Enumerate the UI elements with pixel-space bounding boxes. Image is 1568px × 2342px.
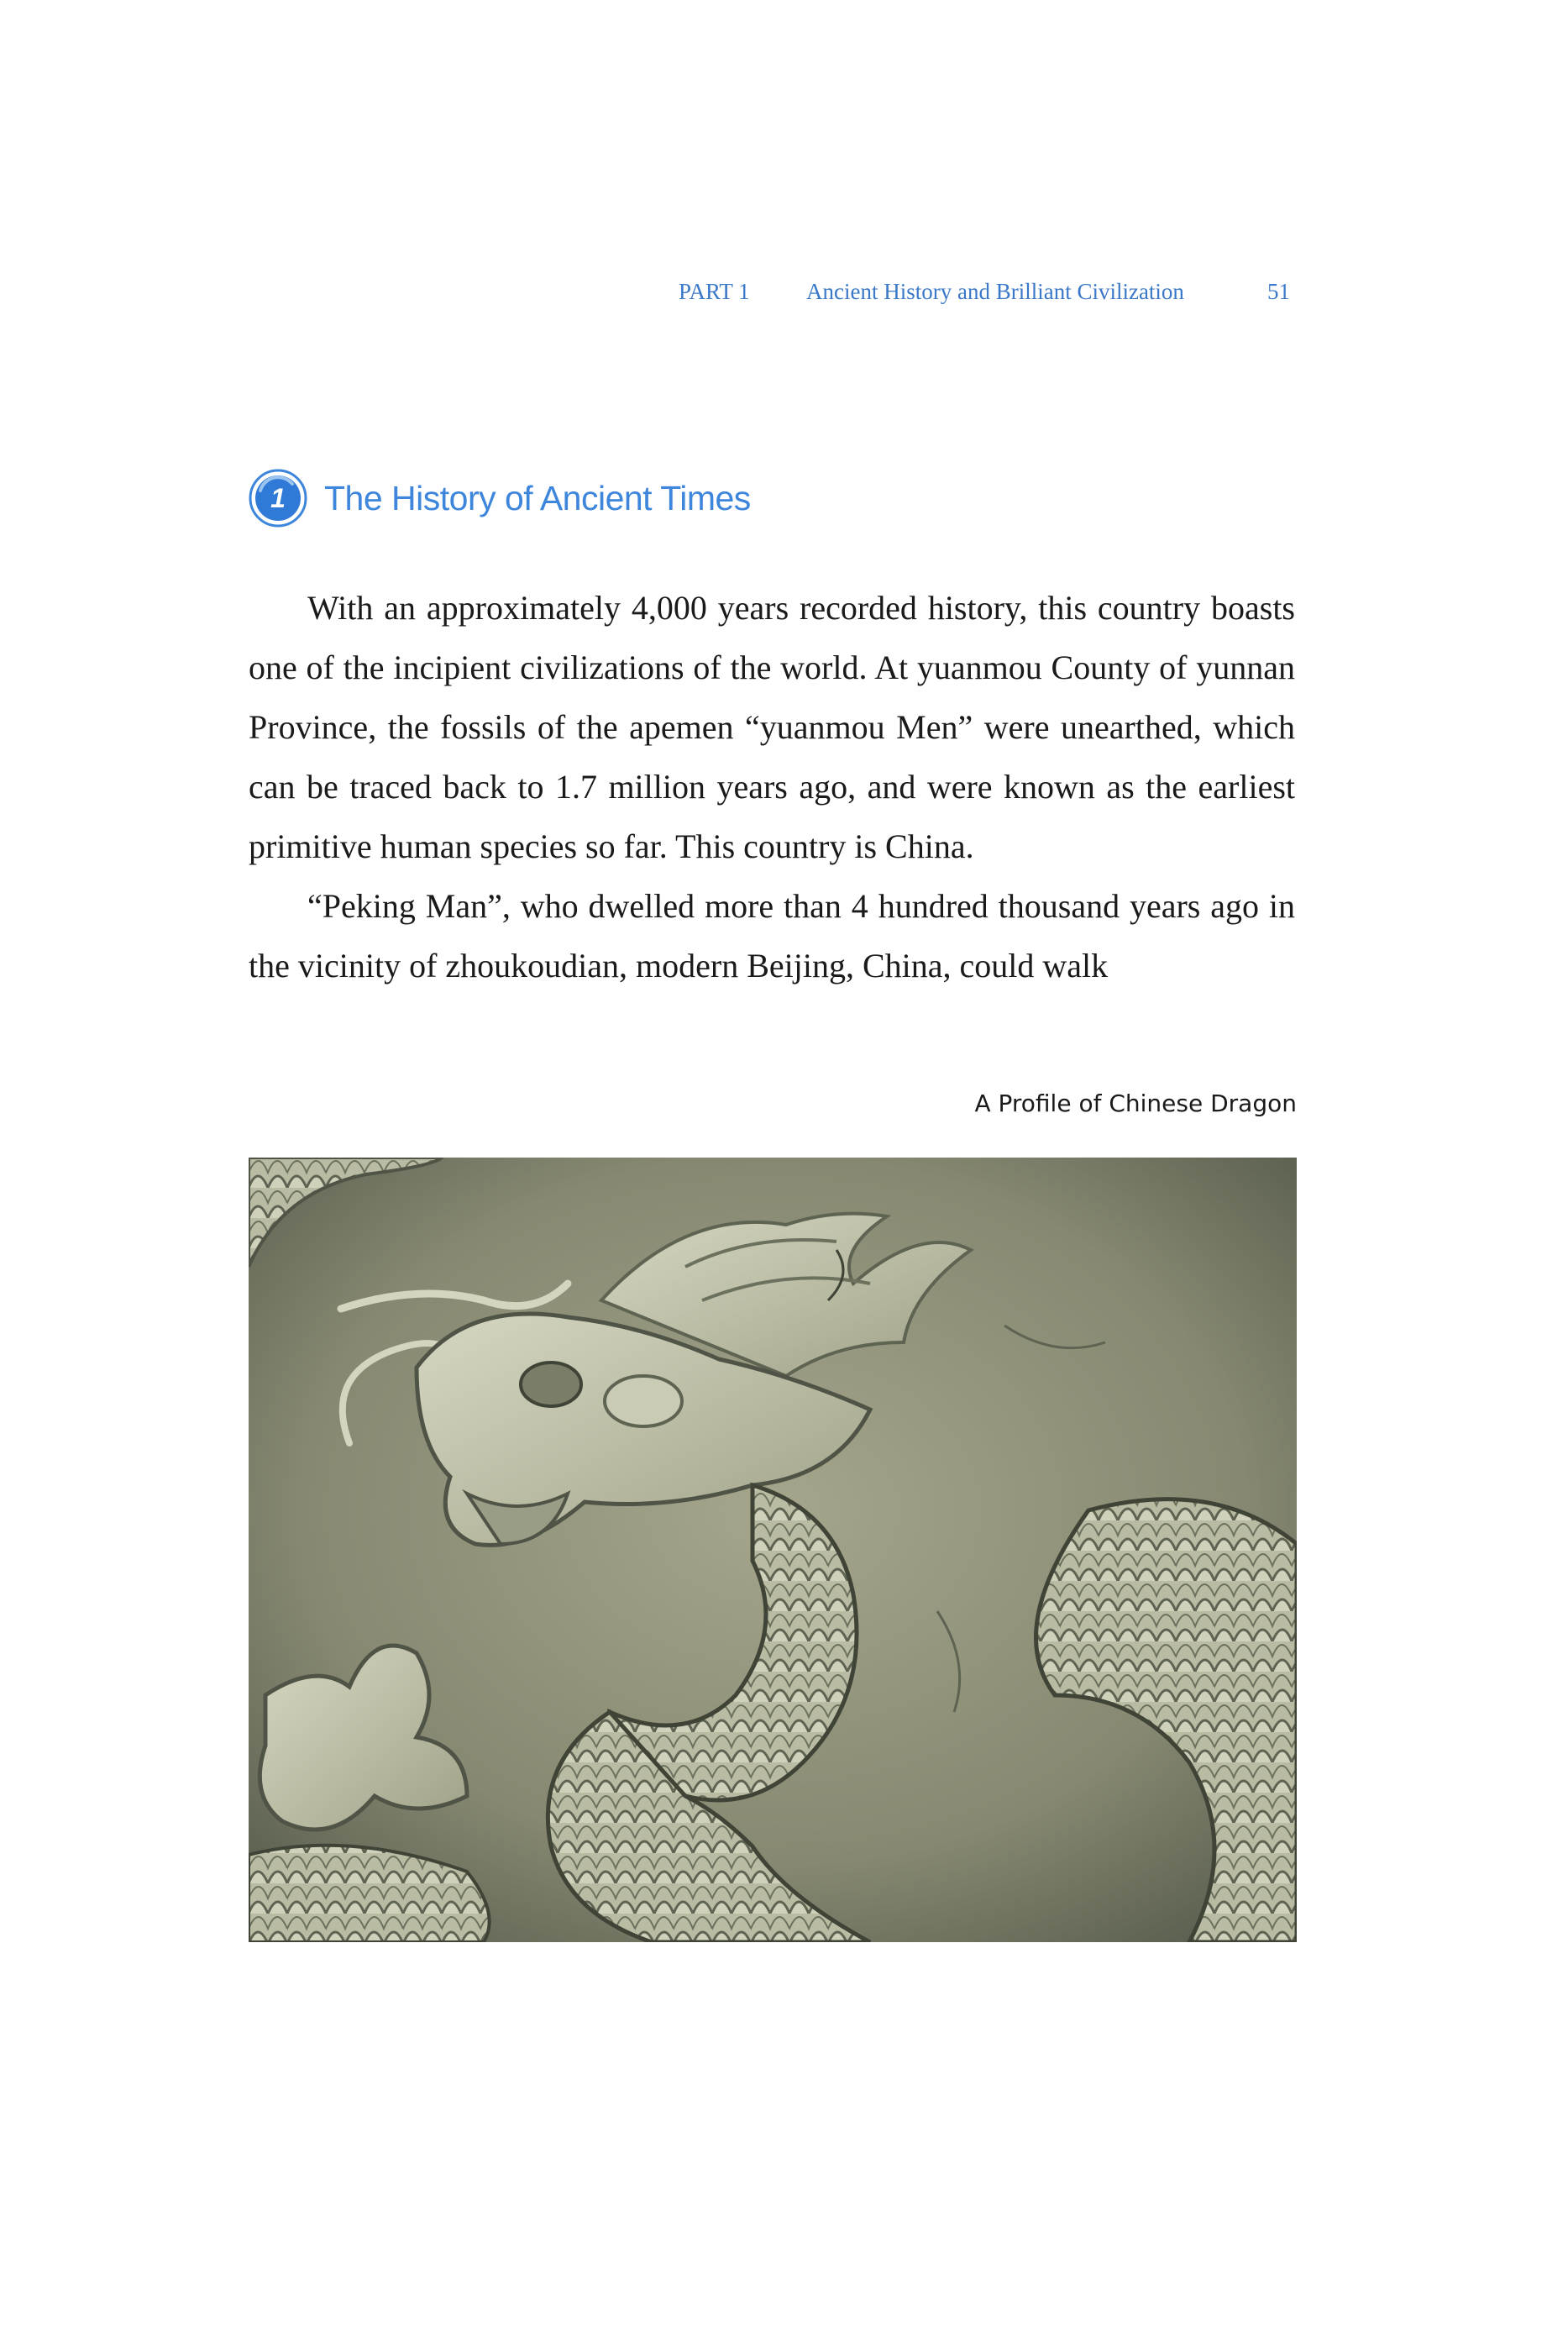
paragraph: “Peking Man”, who dwelled more than 4 hundred thousand years ago in the vicinity of zhoukoudian, modern Beijing, China, could walk (249, 887, 1295, 985)
section-number: 1 (270, 483, 286, 513)
dragon-relief-photo (249, 1158, 1297, 1942)
section-title: The History of Ancient Times (324, 478, 751, 517)
number-circle-icon (249, 469, 307, 528)
running-head-title: Ancient History and Brilliant Civilization (806, 279, 1184, 304)
section-number-badge (249, 469, 307, 528)
figure-caption: A Profile of Chinese Dragon (974, 1090, 1297, 1117)
paragraph: With an approximately 4,000 years recorded history, this country boasts one of the incipient civilizations of the world. At yuanmou County of yunnan Province, the fossils of the apemen “yuanmou Men” were unearthed, which can be traced back to 1.7 million years ago, and were known as the earliest primitive human species so far. This country is China. (249, 589, 1295, 865)
page-number: 51 (1267, 279, 1290, 304)
running-head (679, 279, 1290, 312)
running-head-part: PART 1 (679, 279, 750, 304)
dragon-relief-image (249, 1158, 1297, 1942)
section-heading (249, 466, 751, 530)
body-text (249, 578, 1295, 995)
